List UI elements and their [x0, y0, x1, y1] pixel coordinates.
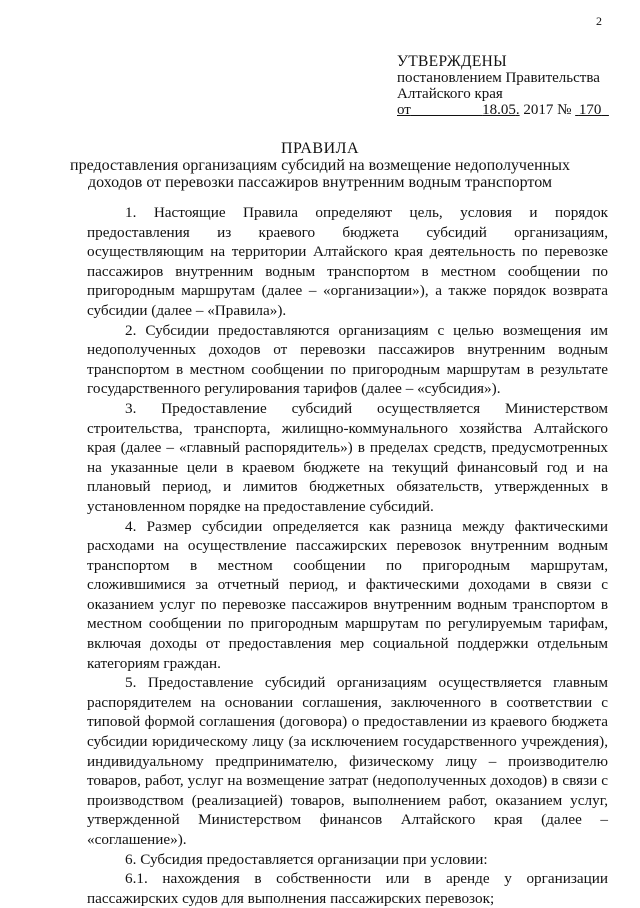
- approval-line-1: постановлением Правительства: [397, 70, 600, 86]
- paragraph-5: 5. Предоставление субсидий организациям осуществляется главным распорядителем на основании соглашения, заключенного в соответствии с типовой формой соглашения (договора) о предоставлении из краевого бюджета субсидии юридическому лицу (за исключением государственного учреждения), индивидуальному предпринимателю, физическому лицу – производителю товаров, работ, услуг на возмещение затрат (недополученных доходов) в связи с производством (реализацией) товаров, выполнением работ, оказанием услуг, утвержденной Министерством финансов Алтайского края (далее – «соглашение»).: [87, 674, 608, 848]
- title-sub-line-2: доходов от перевозки пассажиров внутренним водным транспортом: [87, 174, 553, 191]
- approval-date: 18.05: [482, 102, 516, 118]
- approval-number: 170: [578, 102, 602, 118]
- paragraph-4: 4. Размер субсидии определяется как разница между фактическими расходами на осуществление пассажирских перевозок внутренним водным транспортом в местном сообщении по пригородным маршрутам, сложившимися за отчетный период, и фактическими доходами в связи с оказанием услуг по перевозке пассажиров внутренним водным транспортом в местном сообщении по пригородным маршрутам по регулируемым тарифам, включая доходы от предоставления мер социальной поддержки отдельным категориям граждан.: [87, 517, 608, 672]
- paragraph-6-1: 6.1. нахождения в собственности или в аренде у организации пассажирских судов для выполнения пассажирских перевозок;: [87, 870, 608, 907]
- approval-year: 2017: [523, 102, 554, 118]
- paragraph-2: 2. Субсидии предоставляются организациям с целью возмещения им недополученных доходов от перевозки пассажиров внутренним водным транспортом в местном сообщении по пригородным маршрутам в результате государственного регулирования тарифов (далее – «субсидия»).: [87, 321, 608, 398]
- title-main: ПРАВИЛА: [280, 140, 360, 157]
- number-sign: №: [557, 102, 572, 118]
- paragraph-3: 3. Предоставление субсидий осуществляется Министерством строительства, транспорта, жилищно-коммунального хозяйства Алтайского края (далее – «главный распорядитель») в пределах средств, предусмотренных на указанные цели в краевом бюджете на текущий финансовый год и на плановый период, и лимитов бюджетных обязательств, утвержденных в установленном порядке на предоставление субсидий.: [87, 399, 608, 515]
- date-prefix: от: [397, 102, 411, 118]
- paragraph-6: 6. Субсидия предоставляется организации при условии:: [125, 850, 488, 868]
- document-body: [87, 203, 608, 908]
- approval-block: [397, 54, 609, 118]
- page-number: 2: [596, 14, 602, 28]
- title-sub-line-1: предоставления организациям субсидий на возмещение недополученных: [70, 157, 570, 174]
- approval-line-2: Алтайского края: [397, 86, 503, 102]
- document-title: [0, 140, 640, 191]
- approval-heading: УТВЕРЖДЕНЫ: [397, 53, 507, 70]
- paragraph-1: 1. Настоящие Правила определяют цель, условия и порядок предоставления из краевого бюджета субсидий организациям, осуществляющим на территории Алтайского края деятельность по перевозке пассажиров внутренним водным транспортом в местном сообщении по пригородным маршрутам (далее – «организации»), а также порядок возврата субсидии (далее – «Правила»).: [87, 204, 608, 319]
- approval-date-line: от 18.05. 2017 № 170: [397, 102, 609, 118]
